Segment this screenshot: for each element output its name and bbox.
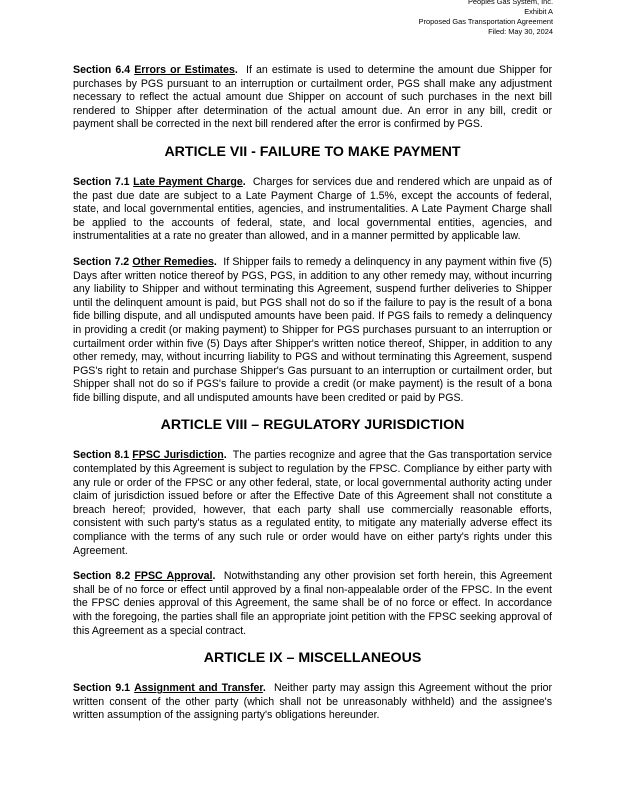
header-company: Peoples Gas System, Inc.: [467, 0, 553, 6]
header-exhibit: Exhibit A: [524, 7, 553, 16]
section-title: FPSC Approval: [134, 570, 213, 583]
section-body: Notwithstanding any other provision set forth herein, this Agreement shall be of no force or effect until approved by a final non-appealable order of the FPSC. In the event the FPSC denies approval of this Agreement, the same shall be of no force or effect. In accordance with the foregoing, the parties shall file an appropriate joint petition with the FPSC seeking approval of this Agreement as a special contract.: [73, 570, 552, 637]
section-7-2: Section 7.2 Other Remedies. If Shipper fails to remedy a delinquency in any payment within five (5) Days after written notice thereof by PGS, PGS, in addition to any other remedy may, without incurring any liability to Shipper and without terminating this Agreement, suspend further deliveries to Shipper until the delinquent amount is paid, but PGS shall not do so if the failure to pay is the result of a bona fide billing dispute, and all undisputed amounts have been paid. If PGS fails to remedy a delinquency in providing a credit (or making payment) to Shipper for PGS purchases pursuant to an interruption or curtailment order within five (5) Days after Shipper's written notice thereof, Shipper, in addition to any other remedy, may, without incurring liability to PGS and without terminating this Agreement, suspend PGS's right to retain and purchase Shipper's Gas pursuant to an interruption or curtailment order, but Shipper shall not do so if PGS's failure to provide a credit (or make payment) is the result of a bona fide billing dispute, and all undisputed amounts have been credited or paid by PGS.: [73, 255, 552, 404]
section-number: Section 7.1: [73, 175, 130, 188]
section-title: Other Remedies: [132, 255, 214, 268]
article-ix-heading: ARTICLE IX – MISCELLANEOUS: [203, 650, 422, 667]
page-header: [419, 0, 553, 37]
article-viii-heading: ARTICLE VIII – REGULATORY JURISDICTION: [160, 417, 465, 434]
section-number: Section 8.1: [73, 449, 130, 462]
section-number: Section 6.4: [73, 64, 131, 76]
section-title: Assignment and Transfer: [134, 682, 263, 695]
section-8-2: Section 8.2 FPSC Approval. Notwithstanding any other provision set forth herein, this Agreement shall be of no force or effect until approved by a final non-appealable order of the FPSC. In the event the FPSC denies approval of this Agreement, the same shall be of no force or effect. In accordance with the foregoing, the parties shall file an appropriate joint petition with the FPSC seeking approval of this Agreement as a special contract.: [73, 570, 552, 637]
section-6-4: Section 6.4 Errors or Estimates. If an estimate is used to determine the amount due Shipper for purchases by PGS pursuant to an interruption or curtailment order, PGS shall make any adjustment necessary to reflect the actual amount due Shipper on account of such purchases in the next bill rendered to Shipper after determination of the actual amount due. An error in any bill, credit or payment shall be corrected in the next bill rendered after the error is confirmed by PGS.: [73, 64, 552, 131]
section-title: FPSC Jurisdiction: [132, 449, 224, 462]
article-vii-heading: ARTICLE VII - FAILURE TO MAKE PAYMENT: [164, 143, 461, 160]
section-number: Section 7.2: [73, 255, 130, 268]
section-8-1: Section 8.1 FPSC Jurisdiction. The parties recognize and agree that the Gas transportation service contemplated by this Agreement is subject to regulation by the FPSC. Compliance by either party with any rule or order of the FPSC or any other federal, state, or local governmental authority acting under claim of jurisdiction issued before or after the Effective Date of this Agreement shall not constitute a breach hereof; provided, however, that each party shall use commercially reasonable efforts, consistent with such party's status as a regulated entity, to mitigate any materially adverse effect its compliance with the terms of any such rule or order would have on either party's rights under this Agreement.: [73, 449, 552, 557]
section-7-1: Section 7.1 Late Payment Charge. Charges for services due and rendered which are unpaid as of the past due date are subject to a Late Payment Charge of 1.5%, except the accounts of federal, state, and local governmental entities, agencies, and instrumentalities. A Late Payment Charge shall be applied to the accounts of federal, state, and local governmental entities, agencies, and instrumentalities at a rate no greater than allowed, and in a manner permitted by applicable law.: [73, 175, 552, 243]
section-body: If an estimate is used to determine the amount due Shipper for purchases by PGS pursuant to an interruption or curtailment order, PGS shall make any adjustment necessary to reflect the actual amount due Shipper on account of such purchases in the next bill rendered to Shipper after determination of the actual amount due. An error in any bill, credit or payment shall be corrected in the next bill rendered after the error is confirmed by PGS.: [73, 64, 552, 131]
section-number: Section 8.2: [73, 570, 131, 583]
section-9-1: Section 9.1 Assignment and Transfer. Neither party may assign this Agreement without the prior written consent of the other party (which shall not be unreasonably withheld) and the assignee's written assumption of the assigning party's obligations hereunder.: [73, 682, 553, 722]
section-number: Section 9.1: [73, 682, 131, 695]
section-title: Late Payment Charge: [133, 175, 243, 188]
section-body: Charges for services due and rendered which are unpaid as of the past due date are subject to a Late Payment Charge of 1.5%, except the accounts of federal, state, and local governmental entities, agencies, and instrumentalities. A Late Payment Charge shall be applied to the accounts of federal, state, and local governmental entities, agencies, and instrumentalities at a rate no greater than allowed, and in a manner permitted by applicable law.: [73, 175, 552, 243]
section-body: The parties recognize and agree that the Gas transportation service contemplated by this Agreement is subject to regulation by the FPSC. Compliance by either party with any rule or order of the FPSC or any other federal, state, or local governmental authority acting under claim of jurisdiction issued before or after the Effective Date of this Agreement shall not constitute a breach hereof; provided, however, that each party shall use commercially reasonable efforts, consistent with such party's status as a regulated entity, to mitigate any materially adverse effect its compliance with the terms of any such rule or order would have on either party's rights under this Agreement.: [73, 449, 552, 557]
document-body: [73, 64, 552, 735]
section-body: If Shipper fails to remedy a delinquency in any payment within five (5) Days after written notice thereof by PGS, PGS, in addition to any other remedy may, without incurring any liability to Shipper and without terminating this Agreement, suspend further deliveries to Shipper until the delinquent amount is paid, but PGS shall not do so if the failure to pay is the result of a bona fide billing dispute, and all undisputed amounts have been paid. If PGS fails to remedy a delinquency in providing a credit (or making payment) to Shipper for PGS purchases pursuant to an interruption or curtailment order within five (5) Days after Shipper's written notice thereof, Shipper, in addition to any other remedy, may, without incurring liability to PGS and without terminating this Agreement, suspend PGS's right to retain and purchase Shipper's Gas pursuant to an interruption or curtailment order, but Shipper shall not do so if PGS's failure to provide a credit (or make payment) is the result of a bona fide billing dispute, and all undisputed amounts have been credited or paid by PGS.: [73, 255, 552, 404]
header-filed-date: Filed: May 30, 2024: [488, 27, 553, 36]
header-document-title: Proposed Gas Transportation Agreement: [418, 17, 553, 26]
section-title: Errors or Estimates: [134, 64, 235, 76]
section-body: Neither party may assign this Agreement without the prior written consent of the other party (which shall not be unreasonably withheld) and the assignee's written assumption of the assigning party's obligations hereunder.: [73, 682, 553, 722]
